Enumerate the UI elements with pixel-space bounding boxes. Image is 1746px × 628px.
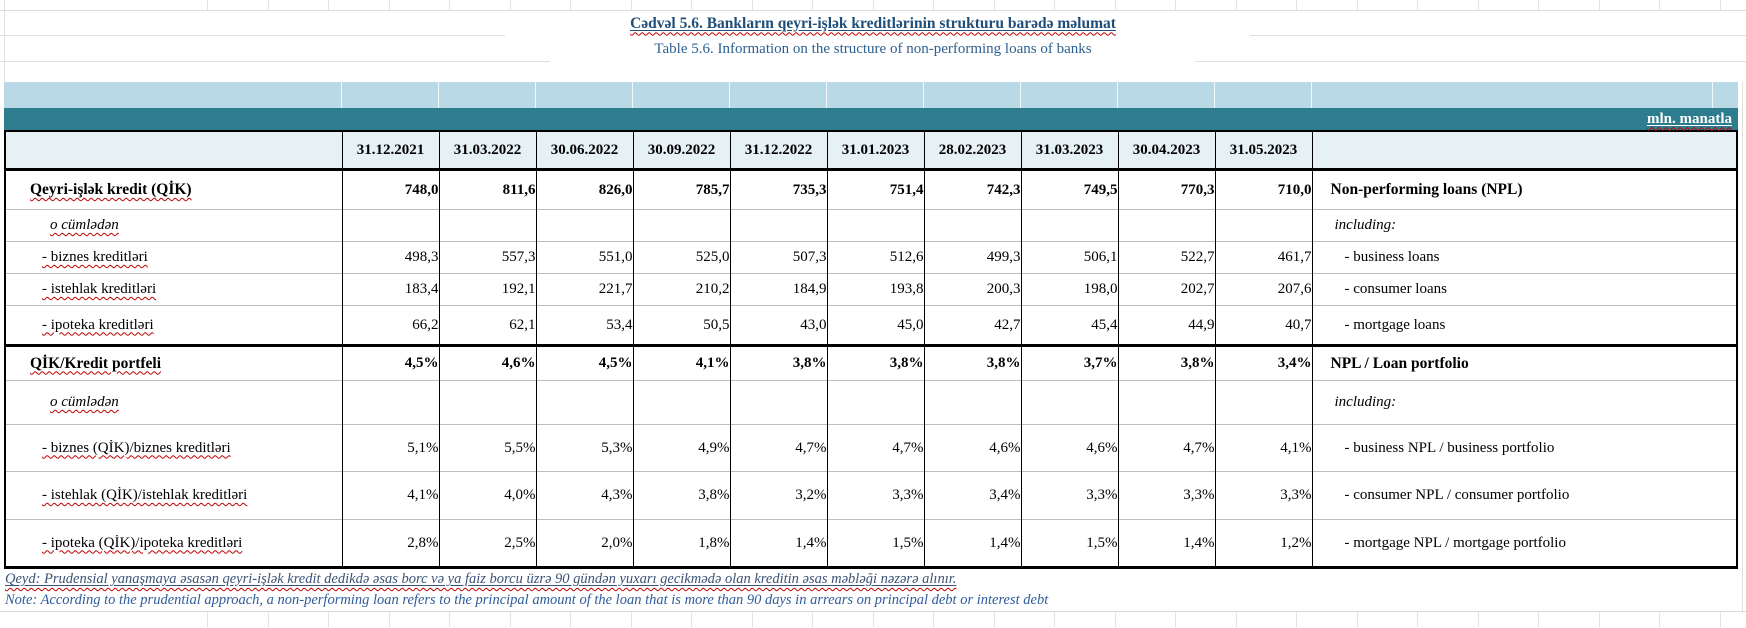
value-cell: 4,5% [536, 346, 633, 381]
value-cell: 4,1% [1215, 425, 1312, 472]
npl-table [4, 130, 1738, 569]
value-cell [730, 381, 827, 425]
row-label-en: including: [1312, 210, 1737, 242]
value-cell: 3,3% [1215, 472, 1312, 520]
gridline [994, 0, 995, 10]
row-label-en: - consumer NPL / consumer portfolio [1312, 472, 1737, 520]
row-label-en: Non-performing loans (NPL) [1312, 170, 1737, 210]
gridline [631, 612, 632, 627]
value-cell: 3,8% [730, 346, 827, 381]
gridline [1296, 0, 1297, 10]
value-cell: 53,4 [536, 306, 633, 346]
top-gridline-strip [0, 0, 1746, 11]
gridline [389, 0, 390, 10]
gridline [328, 612, 329, 627]
row-label-en: - consumer loans [1312, 274, 1737, 306]
value-cell: 42,7 [924, 306, 1021, 346]
value-cell: 3,3% [1118, 472, 1215, 520]
gridline [1417, 612, 1418, 627]
value-cell: 4,3% [536, 472, 633, 520]
row-label-az [5, 306, 342, 346]
header-cell-empty-left [5, 131, 342, 170]
gridline [1538, 612, 1539, 627]
value-cell [439, 381, 536, 425]
gridline [1115, 0, 1116, 10]
value-cell: 183,4 [342, 274, 439, 306]
value-cell: 461,7 [1215, 242, 1312, 274]
value-cell: 557,3 [439, 242, 536, 274]
gridline [510, 612, 511, 627]
value-cell [1118, 381, 1215, 425]
value-cell [536, 210, 633, 242]
value-cell: 748,0 [342, 170, 439, 210]
gridline [1599, 0, 1600, 10]
header-row [5, 131, 1737, 170]
row-label-en: - business NPL / business portfolio [1312, 425, 1737, 472]
value-cell: 4,7% [1118, 425, 1215, 472]
value-cell [827, 381, 924, 425]
gridline [389, 612, 390, 627]
gridline [933, 0, 934, 10]
value-cell: 811,6 [439, 170, 536, 210]
table-row [5, 210, 1737, 242]
value-cell: 4,6% [1021, 425, 1118, 472]
gridline [268, 0, 269, 10]
row-label-az [5, 520, 342, 568]
gridline [570, 0, 571, 10]
table-row [5, 170, 1737, 210]
row-label-az [5, 274, 342, 306]
gridline [1659, 612, 1660, 627]
value-cell: 62,1 [439, 306, 536, 346]
value-cell: 506,1 [1021, 242, 1118, 274]
gridline [570, 612, 571, 627]
gridline [1720, 612, 1721, 627]
value-cell [633, 210, 730, 242]
value-cell: 2,0% [536, 520, 633, 568]
row-label-en: NPL / Loan portfolio [1312, 346, 1737, 381]
value-cell: 193,8 [827, 274, 924, 306]
gridline [1175, 612, 1176, 627]
value-cell: 1,4% [1118, 520, 1215, 568]
column-header-date: 30.06.2022 [536, 131, 633, 170]
gridline [691, 612, 692, 627]
note-az-text: Qeyd: Prudensial yanaşmaya əsasən qeyri-işlək kredit dedikdə əsas borc və ya faiz borcu üzrə 90 gündən yuxarı gecikmədə olan kreditin əsas məbləği nəzərə alınır. [5, 571, 957, 587]
value-cell: 50,5 [633, 306, 730, 346]
value-cell [827, 210, 924, 242]
value-cell: 4,1% [342, 472, 439, 520]
column-header-date: 31.01.2023 [827, 131, 924, 170]
value-cell: 735,3 [730, 170, 827, 210]
band-column-separator [632, 82, 633, 108]
gridline [1054, 0, 1055, 10]
row-label-az-text: o cümlədən [50, 394, 119, 410]
value-cell [342, 381, 439, 425]
band-column-separator [438, 82, 439, 108]
gridline [1599, 612, 1600, 627]
gridline [1115, 612, 1116, 627]
band-column-separator [1311, 82, 1312, 108]
row-label-az-text: - istehlak (QİK)/istehlak kreditləri [42, 487, 248, 503]
value-cell: 2,5% [439, 520, 536, 568]
unit-band [4, 108, 1738, 130]
value-cell: 770,3 [1118, 170, 1215, 210]
value-cell: 3,8% [827, 346, 924, 381]
value-cell [1215, 210, 1312, 242]
gridline [873, 0, 874, 10]
row-label-az [5, 346, 342, 381]
value-cell: 45,0 [827, 306, 924, 346]
subtitle-row [0, 36, 1746, 62]
value-cell: 43,0 [730, 306, 827, 346]
row-label-az-text: o cümlədən [50, 217, 119, 233]
value-cell: 4,6% [439, 346, 536, 381]
gridline [1659, 0, 1660, 10]
value-cell: 202,7 [1118, 274, 1215, 306]
value-cell: 826,0 [536, 170, 633, 210]
value-cell: 3,4% [1215, 346, 1312, 381]
table-title-az [630, 15, 1116, 33]
gridline [1195, 61, 1746, 62]
table-row [5, 274, 1737, 306]
row-label-az [5, 381, 342, 425]
value-cell: 210,2 [633, 274, 730, 306]
value-cell: 522,7 [1118, 242, 1215, 274]
band-column-separator [1117, 82, 1118, 108]
gridline [1357, 0, 1358, 10]
value-cell: 785,7 [633, 170, 730, 210]
value-cell: 525,0 [633, 242, 730, 274]
column-header-date: 31.03.2022 [439, 131, 536, 170]
value-cell [439, 210, 536, 242]
gridline [812, 0, 813, 10]
note-az [5, 569, 1746, 590]
value-cell: 4,9% [633, 425, 730, 472]
row-label-az-text: - biznes (QİK)/biznes kreditləri [42, 439, 231, 456]
row-label-az [5, 242, 342, 274]
value-cell: 1,2% [1215, 520, 1312, 568]
value-cell: 751,4 [827, 170, 924, 210]
value-cell: 1,4% [924, 520, 1021, 568]
gridline [1236, 612, 1237, 627]
band-column-separator [1712, 82, 1713, 108]
column-header-date: 31.12.2021 [342, 131, 439, 170]
row-label-az-text: - ipoteka kreditləri [42, 316, 154, 333]
value-cell: 40,7 [1215, 306, 1312, 346]
value-cell: 184,9 [730, 274, 827, 306]
value-cell: 3,8% [1118, 346, 1215, 381]
value-cell [924, 210, 1021, 242]
row-label-az [5, 210, 342, 242]
row-label-en: including: [1312, 381, 1737, 425]
gridline [0, 35, 505, 36]
value-cell: 4,7% [730, 425, 827, 472]
value-cell: 4,6% [924, 425, 1021, 472]
gridline [207, 0, 208, 10]
band-column-separator [1214, 82, 1215, 108]
row-label-az-text: - istehlak kreditləri [42, 281, 157, 297]
column-header-date: 28.02.2023 [924, 131, 1021, 170]
gridline [449, 0, 450, 10]
band-column-separator [535, 82, 536, 108]
value-cell [536, 381, 633, 425]
value-cell: 44,9 [1118, 306, 1215, 346]
gridline [0, 61, 550, 62]
row-label-en: - mortgage loans [1312, 306, 1737, 346]
value-cell: 5,1% [342, 425, 439, 472]
band-column-separator [826, 82, 827, 108]
value-cell: 512,6 [827, 242, 924, 274]
value-cell: 198,0 [1021, 274, 1118, 306]
gridline [994, 612, 995, 627]
value-cell: 749,5 [1021, 170, 1118, 210]
value-cell: 3,7% [1021, 346, 1118, 381]
value-cell: 3,4% [924, 472, 1021, 520]
light-blue-band [4, 82, 1738, 108]
gridline [631, 0, 632, 10]
table-row [5, 381, 1737, 425]
value-cell [342, 210, 439, 242]
gridline [1357, 612, 1358, 627]
table-title-az-text: Cədvəl 5.6. Bankların qeyri-işlək kreditlərinin strukturu barədə məlumat [630, 14, 1116, 32]
gridline [268, 612, 269, 627]
value-cell: 192,1 [439, 274, 536, 306]
column-header-date: 30.09.2022 [633, 131, 730, 170]
gridline [1478, 612, 1479, 627]
value-cell: 499,3 [924, 242, 1021, 274]
gridline [1236, 0, 1237, 10]
table-row [5, 520, 1737, 568]
gridline [752, 0, 753, 10]
row-label-az-text: QİK/Kredit portfeli [30, 354, 162, 372]
band-column-separator [729, 82, 730, 108]
band-column-separator [341, 82, 342, 108]
gridline [328, 0, 329, 10]
value-cell: 1,5% [1021, 520, 1118, 568]
row-label-en: - business loans [1312, 242, 1737, 274]
gridline [1417, 0, 1418, 10]
column-header-date: 31.05.2023 [1215, 131, 1312, 170]
value-cell: 5,5% [439, 425, 536, 472]
value-cell: 4,5% [342, 346, 439, 381]
value-cell: 551,0 [536, 242, 633, 274]
table-row [5, 306, 1737, 346]
row-label-az-text: Qeyri-işlək kredit (QİK) [30, 181, 192, 198]
gridline [1538, 0, 1539, 10]
value-cell: 5,3% [536, 425, 633, 472]
gridline [812, 612, 813, 627]
title-row [0, 11, 1746, 36]
gridline [1742, 81, 1743, 613]
table-row [5, 346, 1737, 381]
value-cell: 742,3 [924, 170, 1021, 210]
column-header-date: 30.04.2023 [1118, 131, 1215, 170]
value-cell: 4,1% [633, 346, 730, 381]
gridline [4, 0, 5, 81]
row-label-az [5, 472, 342, 520]
value-cell: 3,8% [633, 472, 730, 520]
note-en: Note: According to the prudential approach, a non-performing loan refers to the principal amount of the loan that is more than 90 days in arrears on principal debt or interest debt [5, 592, 1049, 608]
gridline [449, 612, 450, 627]
value-cell: 1,5% [827, 520, 924, 568]
value-cell: 710,0 [1215, 170, 1312, 210]
value-cell: 4,7% [827, 425, 924, 472]
value-cell [1021, 381, 1118, 425]
value-cell: 4,0% [439, 472, 536, 520]
value-cell: 3,2% [730, 472, 827, 520]
row-label-en: - mortgage NPL / mortgage portfolio [1312, 520, 1737, 568]
gridline [752, 612, 753, 627]
value-cell: 3,8% [924, 346, 1021, 381]
value-cell: 207,6 [1215, 274, 1312, 306]
unit-label [1647, 111, 1732, 128]
unit-label-text: mln. manatla [1646, 110, 1732, 127]
value-cell: 45,4 [1021, 306, 1118, 346]
value-cell: 200,3 [924, 274, 1021, 306]
gridline [1250, 35, 1746, 36]
column-header-date: 31.12.2022 [730, 131, 827, 170]
table-row [5, 472, 1737, 520]
gridline [933, 612, 934, 627]
gridline [1054, 612, 1055, 627]
table-title-en: Table 5.6. Information on the structure of non-performing loans of banks [654, 40, 1092, 57]
value-cell: 1,4% [730, 520, 827, 568]
gridline [1720, 0, 1721, 10]
table-row [5, 425, 1737, 472]
gridline [1175, 0, 1176, 10]
gridline [873, 612, 874, 627]
value-cell: 3,3% [827, 472, 924, 520]
value-cell [1118, 210, 1215, 242]
gridline [1478, 0, 1479, 10]
value-cell: 498,3 [342, 242, 439, 274]
gridline [691, 0, 692, 10]
header-cell-empty-right [1312, 131, 1737, 170]
value-cell: 1,8% [633, 520, 730, 568]
row-label-az [5, 425, 342, 472]
value-cell: 3,3% [1021, 472, 1118, 520]
row-label-az-text: - ipoteka (QİK)/ipoteka kreditləri [42, 534, 243, 551]
table-row [5, 242, 1737, 274]
value-cell [924, 381, 1021, 425]
band-column-separator [1020, 82, 1021, 108]
gridline [1296, 612, 1297, 627]
value-cell: 507,3 [730, 242, 827, 274]
value-cell [633, 381, 730, 425]
band-column-separator [923, 82, 924, 108]
value-cell [1021, 210, 1118, 242]
gridline [510, 0, 511, 10]
value-cell: 221,7 [536, 274, 633, 306]
value-cell: 66,2 [342, 306, 439, 346]
gridline [207, 612, 208, 627]
value-cell [730, 210, 827, 242]
column-header-date: 31.03.2023 [1021, 131, 1118, 170]
spacer-row [0, 62, 1746, 82]
row-label-az-text: - biznes kreditləri [42, 249, 148, 265]
value-cell: 2,8% [342, 520, 439, 568]
bottom-gridline-strip [0, 611, 1746, 627]
row-label-az [5, 170, 342, 210]
value-cell [1215, 381, 1312, 425]
